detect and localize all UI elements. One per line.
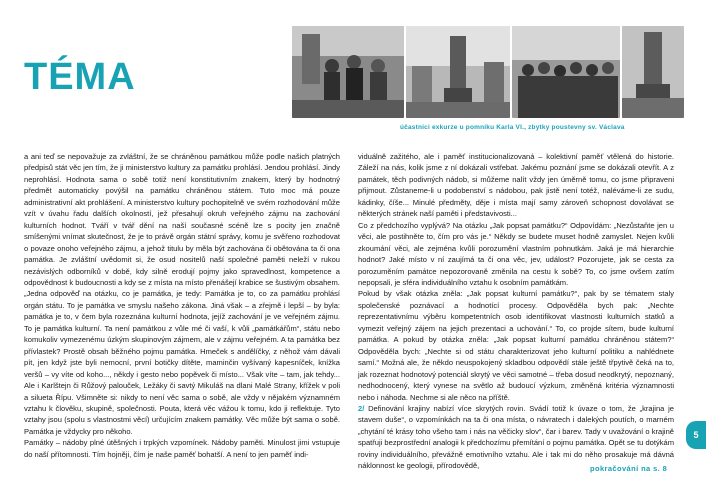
paragraph-text: Definování krajiny nabízí více skrytých rovin. Svádí totiž k úvaze o tom, že „krajina je stavem duše“, o vzpomínkách na ta či ona místa, o návratech i dalekých poutích, o marném „chytání té krásy toho všeho tam i nás na věčicky slov“, čar i barev. Tady v uvažování o krajině spatřuji bezprostřední analogii k předchozímu přemítání o pojmu památka. Opět se tu dotýkám roviny individuálního, převážně emotivního vztahu. Ale i tak mi do něho prosakuje má dávná náklonnost ke geologii, přírodovědě, — [358, 403, 674, 471]
section-logo: TÉMA — [24, 56, 136, 98]
paragraph: Památky – nádoby plné útěšných i trpkých vzpomínek. Nádoby paměti. Minulost jimi vstupuje do naší přítomnosti. Tím hojněji, čím je naše paměť bohatší. A není to jen paměť indi- — [24, 438, 340, 459]
paragraph: „Jedna odpověď na otázku, co je památka, je tedy: Památka je to, co za památku prohlásí orgán státu. To je památka ve smyslu našeho zákona. Jiná však – a zřejmě i lepší – by byla: památka je to, v čem byla rozeznána kulturní hodnota, jejíž zachování je ve veřejném zájmu. To je památka kulturní. Ta není památkou z vůle mé či vaší, k vůli „památkářům“, státu nebo komukoliv vymezenému úzkým skupinovým zájmem, ale v zájmu veřejném. A ta památka bez přívlastek? Prostě obsah běžného pojmu památka. Hmeček s andělíčky, z něhož vám dávali pít, jen když jste byli nemocní, první botičky dítěte, maminčin vyšívaný kapesníček, knížka veršů – vy víte od koho..., někdy i gesto nebo popěvek či místo... Však víte – tam, jak tehdy... Ale i Karlštejn či Růžový palouček, Ležáky či savtý Mikuláš na dlani Malé Strany, křížek v poli a silueta Řípu. Všimněte si: nikdy to není věc sama o sobě, ale vždy v nějakém významném vztahu k člověku, skupině, společnosti. Pouta, která věc vážou k tomu, kdo ji reflektuje. Tyto vztahy jsou (spolu s vlastnostmi věcí) určujícím znakem památky. Věc může být sama o sobě. Památka je vždycky pro někoho. — [24, 289, 340, 436]
numbered-paragraph — [358, 403, 674, 472]
continued-note: pokračování na s. 8 — [590, 464, 668, 473]
paragraph: Pokud by však otázka zněla: „Jak popsat kulturní památku?“, pak by se tématem staly společenské poznávací a hodnotící procesy. Odpověděla bych pak: „Nechte reprezentativnímu výběru kompetentních osob identifikovat vlastnosti kulturních statků a vymezit veřejný zájem na jejich prezentaci a uchování.“ To, co projde sítem, bude kulturní památka. A pokud by otázka zněla: „Jak popsat kulturní památku chráněnou státem?“ Odpověděla bych: „Nechte si od státu charakterizovat jeho kulturní politiku a nahlédnete samí.“ Možná ale, že někdo neuspokojený skladbou odpovědí stále ještě třpytivě čeká na to, jak rozeznat hodnotový potenciál skrytý ve věci samotné – třeba dosud neodkrytý, nepoznaný, nedhodnocený, který vynese na světlo až budoucí výzkum, změněná kritéria významnosti nebo i náhoda. Nechme si ale něco na příště. — [358, 289, 674, 402]
page-number: 5 — [686, 421, 706, 449]
paragraph: viduálně zažitého, ale i paměť institucionalizovaná – kolektivní paměť vtělená do historie. Záleží na nás, kolik jsme z ní dokázali vstřebat. Jakému poznání jsme se dokázali otevřít. A z památek, těch podivných nádob, si můžeme nalít vždy jen úměrně tomu, co jsme připraveni přijmout. Zůstaneme-li u podobenství s nádobou, pak jistě není totéž, naléváme-li ze sudu, kádinky, číše... Minulé předměty, děje i místa mají samy zároveň schopnost dovolávat se některých stránek naší paměti i představivosti... — [358, 152, 674, 219]
paragraph: Co z předchozího vyplývá? Na otázku „Jak popsat památku?“ Odpovídám: „Nezůstaňte jen u věci, ale postihněte to, čím pro vás je.“ Někdy se budete muset hodně zamyslet. Nejen kvůli zkoumání věci, ale zejména kvůli porozumění vlastním pohnutkám. Jaká je má hierarchie hodnot? Jaké místo v ní zaujímá ta či ona věc, jev, událost? Pozorujete, jak se cesta za porozuměním památce nepozorovaně změnila na cestu k sobě? To, co jsme ovšem zatím nepopsali, je sféra individuálního vztahu k osobním památkám. — [358, 220, 674, 287]
photo-participants — [512, 26, 620, 118]
photo-caption: účastníci exkurze u pomníku Karla VI., zbytky poustevny sv. Václava — [400, 124, 625, 131]
paragraph-number: 2/ — [358, 403, 365, 413]
photo-ruins-statue — [406, 26, 510, 118]
paragraph: a ani teď se nepovažuje za zvláštní, že se chráněnou památkou může podle našich platných předpisů stát věc jen tím, že ji ministerstvo kultury za památku prohlásí. Jendou prohlásí. Jindy neprohlásí. Hodnota sama o sobě totiž není konstitutivním znakem, který by hodnotný předmět automaticky povýšil na památku chráněnou státem. Tuto moc má pouze administrativní akt prohlášení. A ministerstvo kultury pochopitelně ve svém rozhodování může vzít v úvahu řadu dalších okolností, jež přesahují okruh veřejného zájmu na zachování kulturních hodnot. Tváří v tvář dění na naší současné scéně lze s pocity jen značně smíšenými vnímat skutečnost, že je to právě orgán státní správy, komu je svěřeno rozhodovat o povaze onoho veřejného zájmu, a jehož titulu by měla být zachována či obětována ta či ona památka. Je zvláštní uvědomit si, že osud nositelů naší společné paměti neleží v rukou nezávislých odborníků v době, kdy silně erodují pojmy jako spravedlnost, kompetence a odpovědnost k budoucnosti a kdy se z místa na místo přenášejí krabice se šustivým obsahem. — [24, 152, 340, 287]
photo-group-monument — [292, 26, 404, 118]
right-column — [358, 151, 674, 472]
left-column — [24, 151, 340, 460]
photo-monument — [622, 26, 684, 118]
